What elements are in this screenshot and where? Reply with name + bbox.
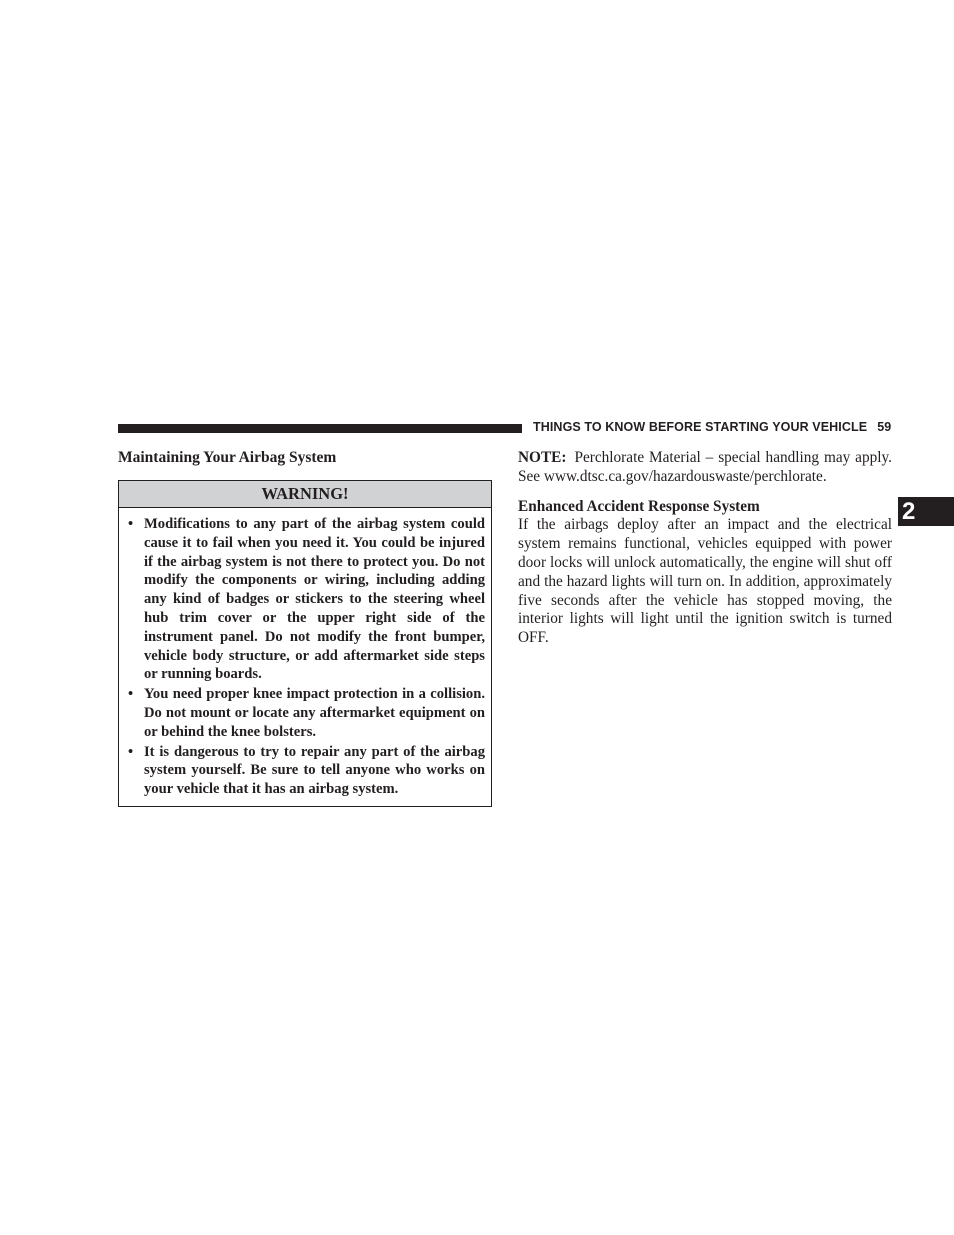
- warning-title: WARNING!: [119, 481, 491, 508]
- page-number: 59: [877, 420, 892, 434]
- running-header: [533, 420, 893, 434]
- chapter-tab: 2: [898, 497, 954, 526]
- note-paragraph: [518, 449, 892, 487]
- right-column: [518, 449, 892, 648]
- note-text: Perchlorate Material – special handling may apply. See www.dtsc.ca.gov/hazardouswaste/perchlorate.: [518, 449, 892, 485]
- subsection-heading: Enhanced Accident Response System: [518, 497, 760, 515]
- section-heading: Maintaining Your Airbag System: [118, 449, 337, 466]
- warning-list: [119, 508, 491, 799]
- body-paragraph: If the airbags deploy after an impact and the electrical system remains functional, vehicles equipped with power door locks will unlock automatically, the engine will shut off and the hazard lights will turn on. In addition, approximately five seconds after the vehicle has stopped moving, the interior lights will light until the ignition switch is turned OFF.: [518, 516, 892, 647]
- warning-item: • Modifications to any part of the airbag system could cause it to fail when you need it. You could be injured if the airbag system is not there to protect you. Do not modify the components or wiring, including adding any kind of badges or stickers to the steering wheel hub trim cover or the upper right side of the instrument panel. Do not modify the front bumper, vehicle body structure, or add aftermarket side steps or running boards.: [144, 515, 485, 684]
- header-rule: [118, 424, 522, 433]
- warning-box: [118, 480, 492, 807]
- note-label: NOTE:: [518, 449, 567, 466]
- warning-item: • You need proper knee impact protection in a collision. Do not mount or locate any aftermarket equipment on or behind the knee bolsters.: [144, 685, 485, 741]
- header-section-title: THINGS TO KNOW BEFORE STARTING YOUR VEHICLE: [533, 420, 868, 434]
- warning-item: • It is dangerous to try to repair any part of the airbag system yourself. Be sure to tell anyone who works on your vehicle that it has an airbag system.: [144, 743, 485, 799]
